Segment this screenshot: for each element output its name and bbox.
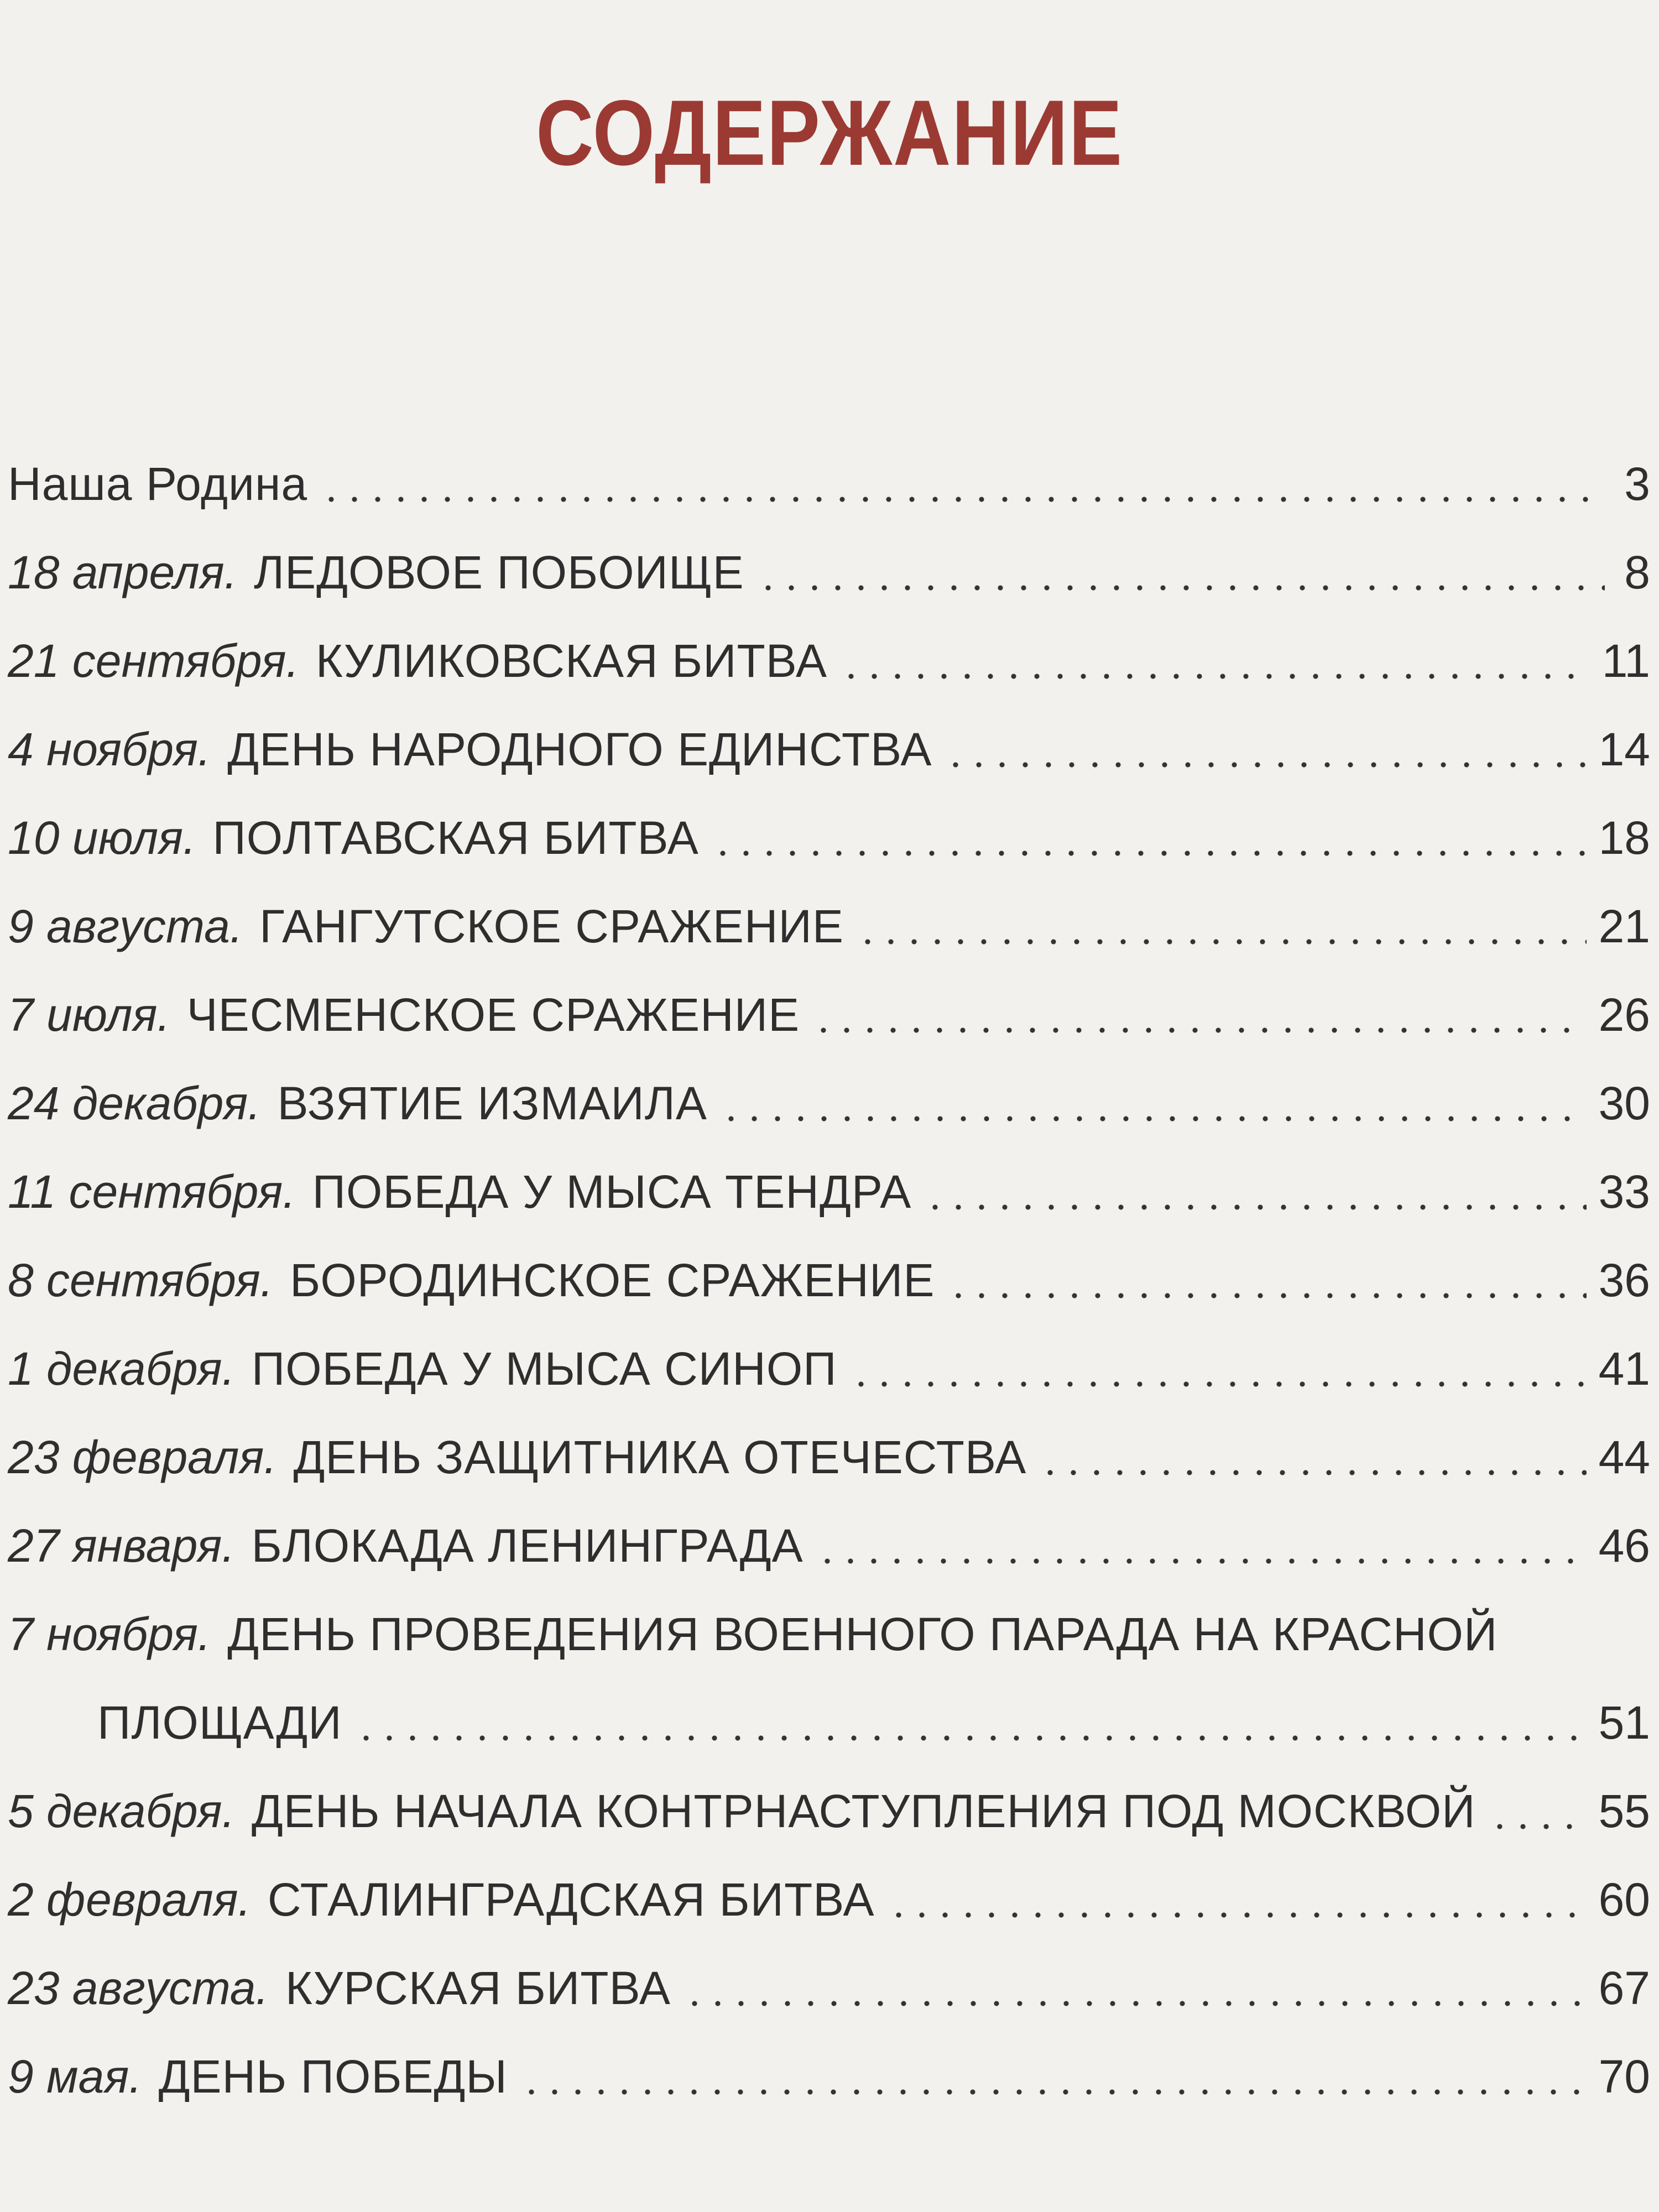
dot-leader bbox=[849, 1381, 1587, 1387]
toc-topic-continuation: ПЛОЩАДИ bbox=[97, 1697, 342, 1749]
toc-entry bbox=[8, 536, 1650, 603]
dot-leader bbox=[887, 1912, 1587, 1918]
toc-date: 18 апреля. bbox=[8, 546, 237, 598]
toc-entry-continuation bbox=[97, 1687, 1650, 1753]
toc-entry bbox=[8, 2041, 1650, 2107]
toc-date: 7 ноября. bbox=[8, 1608, 211, 1660]
toc-page-number: 36 bbox=[1598, 1254, 1650, 1306]
toc-topic: ГАНГУТСКОЕ СРАЖЕНИЕ bbox=[259, 900, 844, 952]
toc-date: 24 декабря. bbox=[8, 1077, 261, 1129]
toc-date: 27 января. bbox=[8, 1520, 235, 1572]
toc-entry bbox=[8, 1864, 1650, 1930]
dot-leader bbox=[757, 585, 1605, 591]
toc-date: 21 сентября. bbox=[8, 635, 299, 687]
toc-entry bbox=[8, 1421, 1650, 1488]
dot-leader bbox=[683, 2001, 1587, 2006]
toc-page-number: 18 bbox=[1598, 812, 1650, 864]
toc-topic: БОРОДИНСКОЕ СРАЖЕНИЕ bbox=[290, 1254, 935, 1306]
toc-topic: ПОБЕДА У МЫСА ТЕНДРА bbox=[312, 1166, 912, 1218]
dot-leader bbox=[354, 1735, 1587, 1741]
toc-page-number: 21 bbox=[1598, 900, 1650, 952]
dot-leader bbox=[711, 851, 1587, 856]
toc-page-number: 3 bbox=[1624, 458, 1650, 510]
toc-entry bbox=[8, 890, 1650, 957]
dot-leader bbox=[1488, 1824, 1587, 1829]
toc-entry bbox=[8, 1598, 1650, 1665]
toc-date: 5 декабря. bbox=[8, 1785, 235, 1837]
toc-page-number: 41 bbox=[1598, 1343, 1650, 1395]
toc-entry bbox=[8, 979, 1650, 1045]
dot-leader bbox=[947, 1293, 1586, 1298]
toc-entry bbox=[8, 1156, 1650, 1222]
toc-date: 23 августа. bbox=[8, 1962, 269, 2014]
dot-leader bbox=[839, 674, 1590, 679]
dot-leader bbox=[320, 497, 1605, 502]
toc-page-number: 11 bbox=[1601, 635, 1650, 687]
toc-page-number: 60 bbox=[1598, 1874, 1650, 1926]
toc-date: 9 мая. bbox=[8, 2051, 142, 2103]
toc-page-number: 14 bbox=[1598, 723, 1650, 775]
toc-entry bbox=[8, 1775, 1650, 1841]
toc-topic: ЧЕСМЕНСКОЕ СРАЖЕНИЕ bbox=[186, 989, 800, 1041]
toc-topic: ДЕНЬ НАЧАЛА КОНТРНАСТУПЛЕНИЯ ПОД МОСКВОЙ bbox=[251, 1785, 1476, 1837]
page-title: СОДЕРЖАНИЕ bbox=[536, 81, 1123, 185]
dot-leader bbox=[924, 1204, 1586, 1210]
toc-page-number: 67 bbox=[1598, 1962, 1650, 2014]
toc-entry bbox=[8, 802, 1650, 868]
dot-leader bbox=[719, 1116, 1587, 1121]
toc-date: 23 февраля. bbox=[8, 1431, 277, 1483]
toc-topic: КУРСКАЯ БИТВА bbox=[285, 1962, 671, 2014]
toc-date: 1 декабря. bbox=[8, 1343, 235, 1395]
toc-topic: ДЕНЬ ПРОВЕДЕНИЯ ВОЕННОГО ПАРАДА НА КРАСНОЙ bbox=[227, 1608, 1498, 1660]
toc-topic: КУЛИКОВСКАЯ БИТВА bbox=[315, 635, 828, 687]
toc-page-number: 55 bbox=[1598, 1785, 1650, 1837]
toc-entry bbox=[8, 625, 1650, 691]
toc-date: 4 ноября. bbox=[8, 723, 211, 775]
toc-topic: ДЕНЬ ЗАЩИТНИКА ОТЕЧЕСТВА bbox=[293, 1431, 1027, 1483]
toc-page-number: 44 bbox=[1598, 1431, 1650, 1483]
dot-leader bbox=[520, 2089, 1587, 2095]
toc-date: 7 июля. bbox=[8, 989, 170, 1041]
toc-topic: ВЗЯТИЕ ИЗМАИЛА bbox=[277, 1077, 707, 1129]
dot-leader bbox=[856, 939, 1587, 945]
toc-topic: СТАЛИНГРАДСКАЯ БИТВА bbox=[267, 1874, 875, 1926]
toc-entry bbox=[8, 1510, 1650, 1576]
toc-topic: ДЕНЬ ПОБЕДЫ bbox=[158, 2051, 508, 2103]
toc-date: 11 сентября. bbox=[8, 1166, 296, 1218]
dot-leader bbox=[944, 762, 1586, 768]
toc-topic: БЛОКАДА ЛЕНИНГРАДА bbox=[251, 1520, 804, 1572]
toc-entry bbox=[8, 1333, 1650, 1399]
toc-date: 2 февраля. bbox=[8, 1874, 251, 1926]
dot-leader bbox=[812, 1027, 1586, 1033]
toc-entry bbox=[8, 713, 1650, 780]
toc-date: 9 августа. bbox=[8, 900, 243, 952]
toc-page-number: 51 bbox=[1598, 1697, 1650, 1749]
toc-topic: ПОБЕДА У МЫСА СИНОП bbox=[251, 1343, 837, 1395]
toc-page-number: 30 bbox=[1598, 1077, 1650, 1129]
dot-leader bbox=[816, 1558, 1587, 1564]
toc-page-number: 70 bbox=[1598, 2051, 1650, 2103]
toc-date: 8 сентября. bbox=[8, 1254, 274, 1306]
toc-topic: ДЕНЬ НАРОДНОГО ЕДИНСТВА bbox=[227, 723, 932, 775]
toc-topic: Наша Родина bbox=[8, 458, 308, 510]
toc-page-number: 8 bbox=[1624, 546, 1650, 598]
toc-entry bbox=[8, 1067, 1650, 1134]
toc-page-number: 46 bbox=[1598, 1520, 1650, 1572]
dot-leader bbox=[1039, 1470, 1586, 1475]
toc-date: 10 июля. bbox=[8, 812, 196, 864]
toc-topic: ПОЛТАВСКАЯ БИТВА bbox=[212, 812, 699, 864]
toc-entry bbox=[8, 1952, 1650, 2018]
toc-topic: ЛЕДОВОЕ ПОБОИЩЕ bbox=[254, 546, 744, 598]
toc-page-number: 26 bbox=[1598, 989, 1650, 1041]
toc-entry bbox=[8, 1244, 1650, 1311]
toc-page-number: 33 bbox=[1598, 1166, 1650, 1218]
toc-entry bbox=[8, 448, 1650, 514]
